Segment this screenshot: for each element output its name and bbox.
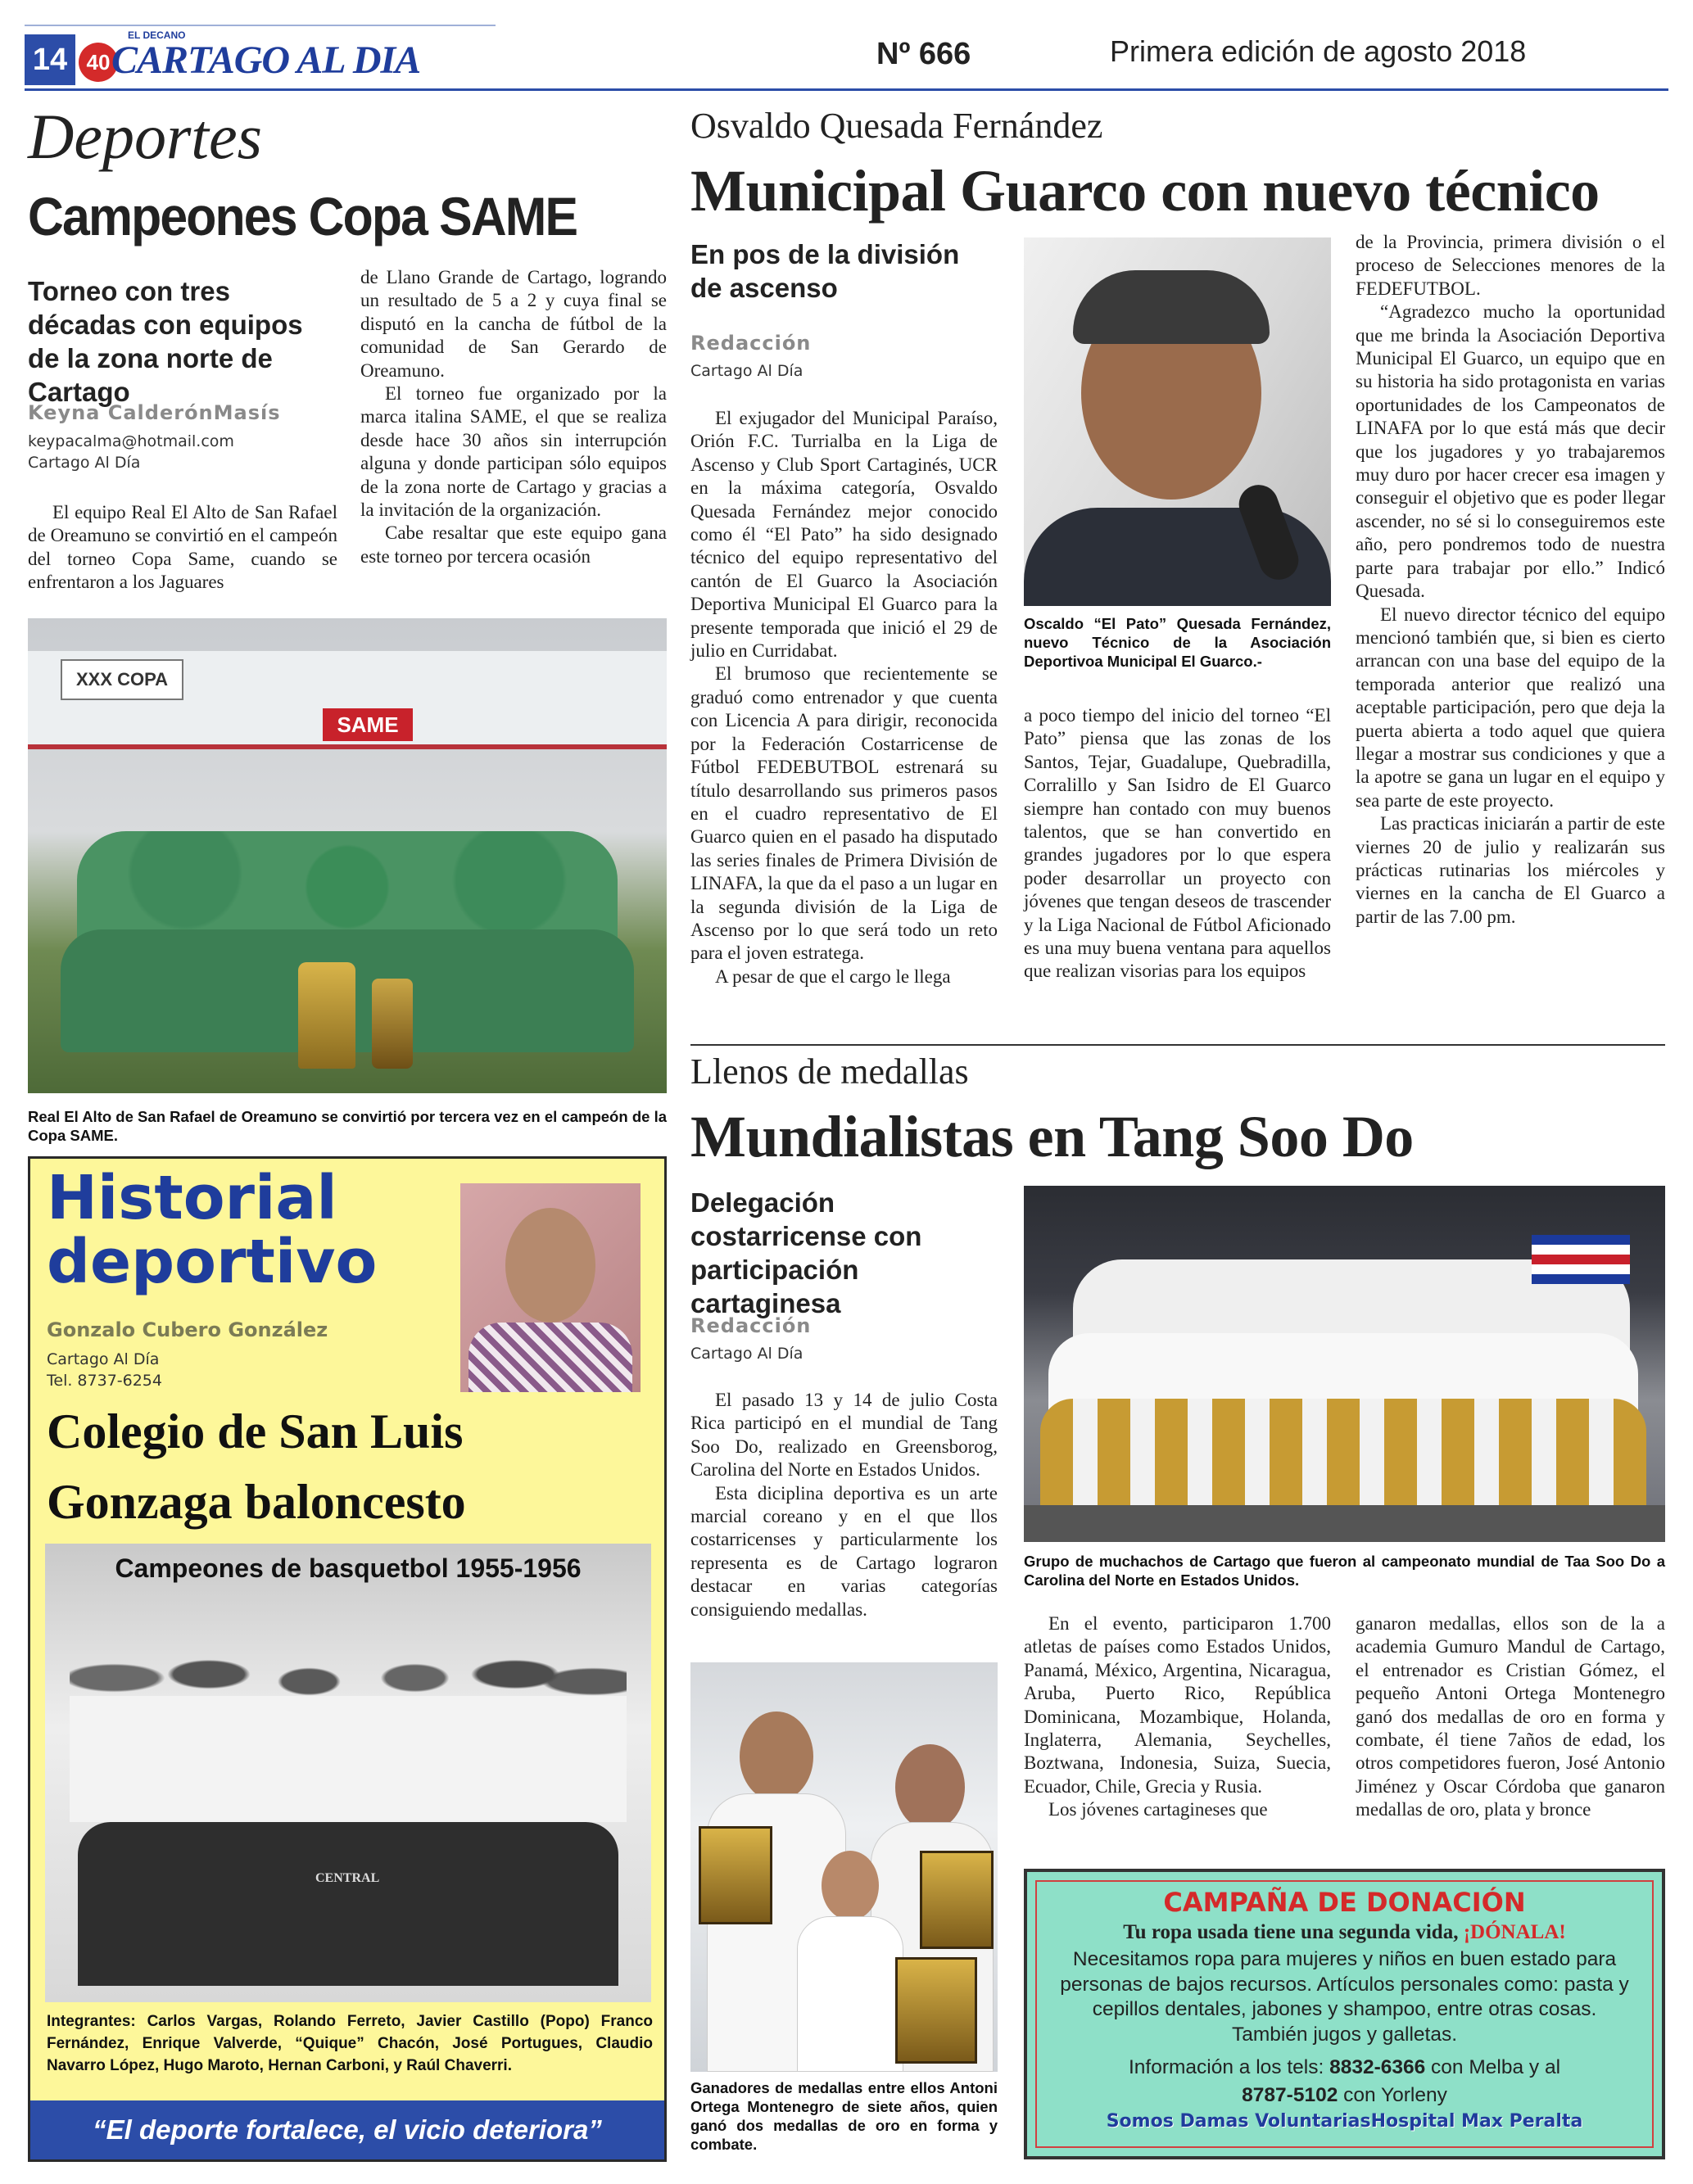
logo-40-badge: 40	[79, 43, 118, 82]
guarco-outlet: Cartago Al Día	[690, 362, 803, 380]
paragraph: “Agradezco mucho la oportunidad que me brinda la Asociación Deportiva Municipal El Guarco, un equipo que en su historia ha sido protagonista en varias oportunidades de los Campeonatos de LINAFA por lo que está más que decir que los jugadores y yo trabajaremos muy duro por hacer crecer esa imagen y conseguir el objetivo que es poder llegar ascender, no sé si lo conseguiremos este año, pero pondremos todo de nuestra parte para trabajar por ello.” Indicó Quesada.	[1356, 301, 1665, 602]
historial-phone: Tel. 8737-6254	[47, 1372, 162, 1390]
author-outlet: Cartago Al Día	[28, 454, 141, 472]
copa-col1	[28, 501, 337, 595]
medal-winners-photo	[690, 1662, 998, 2072]
group-front-row	[1040, 1399, 1646, 1513]
headline-copa-same: Campeones Copa SAME	[28, 186, 577, 246]
paragraph: El nuevo director técnico del equipo mencionó también que, si bien es cierto arrancan con una base del equipo de la temporada anterior que realizó una aceptable participación, pero que deja la puerta abierta a todo aquel que quiera llegar a mostrar sus condiciones y que a la apotre se gana un lugar en el equipo y sea parte de este proyecto.	[1356, 604, 1665, 811]
historial-title-1: Historial	[47, 1163, 337, 1233]
header-rule	[25, 88, 1668, 91]
historial-author: Gonzalo Cubero González	[47, 1318, 328, 1341]
historial-members: Integrantes: Carlos Vargas, Rolando Ferreto, Javier Castillo (Popo) Franco Fernández, Enrique Valverde, “Quique” Chacón, José Portugues, Claudio Navarro López, Hugo Maroto, Hernan Carboni, y Raúl Chaverri.	[47, 2013, 653, 2074]
tang-col2	[1024, 1612, 1331, 1822]
subhead-copa-same: Torneo con tres décadas con equipos de la zona norte de Cartago	[28, 276, 303, 407]
tang-subhead: Delegación costarricense con participación cartaginesa	[690, 1187, 922, 1318]
guarco-kicker: Osvaldo Quesada Fernández	[690, 106, 1103, 146]
copa-col2	[360, 266, 667, 568]
photo-title: Campeones de basquetbol 1955-1956	[115, 1553, 582, 1583]
el-pato-photo	[1024, 237, 1331, 606]
donation-info-c: con Yorleny	[1338, 2084, 1447, 2106]
players-back-row	[70, 1642, 627, 1822]
donation-phone-2: 8787-5102	[1242, 2084, 1338, 2106]
historial-title-2: deportivo	[47, 1227, 378, 1297]
plaque-1	[699, 1826, 772, 1924]
guarco-col1	[690, 407, 998, 988]
tang-col1	[690, 1389, 998, 1621]
winner-1-head	[740, 1711, 813, 1802]
guarco-col3	[1356, 231, 1665, 929]
portrait-head	[505, 1208, 595, 1323]
donation-footer: Somos Damas VoluntariasHospital Max Peralta	[1106, 2111, 1583, 2132]
historial-motto-bar	[30, 2100, 664, 2159]
author-name: Keyna CalderónMasís	[28, 401, 281, 424]
tang-kicker: Llenos de medallas	[690, 1051, 969, 1092]
child-head	[822, 1851, 879, 1920]
portrait-shirt	[469, 1323, 632, 1392]
header-top-rule	[25, 25, 496, 26]
paragraph: Esta diciplina deportiva es un arte marcial coreano y en el que llos costarricenses y particularmente los representa es de Cartago lograron destacar en varias categorías consiguiendo medallas.	[690, 1482, 998, 1620]
paragraph: El brumoso que recientemente se graduó como entrenador y que cuenta con Licencia A para dirigir, reconocida por la Federación Costarricense de Fútbol FEDEBUTBOL estrenará su título desarrollando sus primeros pasos en el cuadro representativo de El Guarco quien en el pasado ha disputado las series finales de Primera División de LINAFA, la que da el paso a un lugar en la segunda división de la Liga de Ascenso por lo que será todo un reto para el joven estratega.	[690, 663, 998, 964]
tang-col3	[1356, 1612, 1665, 1822]
guarco-headline: Municipal Guarco con nuevo técnico	[690, 158, 1600, 224]
caption-el-pato: Oscaldo “El Pato” Quesada Fernández, nuevo Técnico de la Asociación Deportivoa Municipal El Guarco.-	[1024, 615, 1331, 670]
tang-headline: Mundialistas en Tang Soo Do	[690, 1104, 1414, 1169]
historial-box	[28, 1156, 667, 2162]
caption-copa-same: Real El Alto de San Rafael de Oreamuno se convirtió por tercera vez en el campeón de la Copa SAME.	[28, 1108, 667, 1144]
donation-contact	[1043, 2054, 1645, 2109]
issue-number: Nº 666	[876, 37, 971, 71]
historial-author-photo	[460, 1183, 641, 1392]
banner-same-text: SAME	[337, 712, 399, 737]
paragraph: El pasado 13 y 14 de julio Costa Rica participó en el mundial de Tang Soo Do, realizado en Greensborog, Carolina del Norte en Estados Unidos.	[690, 1390, 998, 1481]
historial-outlet: Cartago Al Día	[47, 1350, 160, 1368]
plaque-3	[895, 1957, 977, 2064]
trophy	[298, 962, 355, 1069]
paragraph: Cabe resaltar que este equipo gana este torneo por tercera ocasión	[360, 522, 667, 567]
team-photo-copa-same	[28, 618, 667, 1093]
guarco-author: Redacción	[690, 332, 812, 355]
page-number: 14	[25, 34, 75, 85]
logo-name: CARTAGO AL DIA	[111, 38, 421, 82]
basketball-team-photo	[45, 1544, 651, 2002]
jersey-text: CENTRAL	[315, 1871, 380, 1885]
guarco-subhead: En pos de la división de ascenso	[690, 239, 960, 303]
donation-info-b: con Melba y al	[1425, 2056, 1561, 2078]
tang-group-photo	[1024, 1186, 1665, 1542]
paragraph: En el evento, participaron 1.700 atletas de países como Estados Unidos, Panamá, México, Argentina, Nicaragua, Aruba, Puerto Rico, República Dominicana, Mozambique, Holanda, Inglaterra, Alemania, Seychelles, Boztwana, Indonesia, Suiza, Suecia, Ecuador, Chile, Grecia y Rusia.	[1024, 1613, 1331, 1797]
paragraph: de Llano Grande de Cartago, logrando un resultado de 5 a 2 y cuya final se disputó en la cancha de fútbol de la comunidad de San Gerardo de Oreamuno.	[360, 267, 667, 381]
guarco-col2	[1024, 704, 1331, 983]
child-body	[797, 1916, 903, 2072]
players-front-row	[78, 1822, 618, 1986]
donation-tagline-cta: ¡DÓNALA!	[1463, 1921, 1566, 1943]
masthead-logo	[79, 29, 421, 88]
paragraph: El torneo fue organizado por la marca italina SAME, el que se realiza desde hace 30 años sin interrupción alguna y donde participan sólo equipos de la zona norte de Cartago y gracias a la invitación de la organización.	[360, 383, 667, 521]
edition-date: Primera edición de agosto 2018	[1110, 34, 1527, 68]
historial-motto: “El deporte fortalece, el vicio deteriora”	[93, 2114, 602, 2145]
donation-title: CAMPAÑA DE DONACIÓN	[1163, 1887, 1526, 1918]
caption-tang-group: Grupo de muchachos de Cartago que fueron al campeonato mundial de Taa Soo Do a Carolina del Norte en Estados Unidos.	[1024, 1553, 1665, 1589]
logo-small-text: EL DECANO	[128, 29, 186, 41]
paragraph: Los jóvenes cartagineses que	[1048, 1799, 1268, 1820]
paragraph: El equipo Real El Alto de San Rafael de Oreamuno se convirtió en el campeón del torneo Copa Same, cuando se enfrentaron a los Jaguares	[28, 502, 337, 593]
paragraph: a poco tiempo del inicio del torneo “El Pato” piensa que las zonas de los Santos, Tejar, Guadalupe, Quebradilla, Corralillo y San Isidro de El Guarco siempre han contado con muy buenos talentos, que se han convertido en grandes jugadores por lo que espera poder desarrollar un proyecto con jóvenes que tengan deseos de trascender y la Liga Nacional de Fútbol Aficionado es una muy buena ventana para aquellos que realizan visorias para los equipos	[1024, 705, 1331, 982]
floor	[1024, 1505, 1665, 1542]
paragraph: de la Provincia, primera división o el proceso de Selecciones menores de la FEDEFUTBOL.	[1356, 232, 1665, 299]
flag	[1532, 1235, 1630, 1284]
tang-outlet: Cartago Al Día	[690, 1345, 803, 1363]
section-divider	[690, 1044, 1665, 1046]
pato-cap	[1073, 270, 1270, 344]
donation-text: Necesitamos ropa para mujeres y niños en buen estado para personas de bajos recursos. Artículos personales como: pasta y cepillos dentales, jabones y shampoo, entre otras cosas. También jugos y galletas.	[1060, 1948, 1629, 2046]
banner-copa-text: XXX COPA	[75, 669, 169, 690]
trophy-2	[372, 979, 413, 1069]
donation-ad	[1024, 1869, 1665, 2159]
donation-tagline-text: Tu ropa usada tiene una segunda vida,	[1123, 1921, 1464, 1943]
caption-medal-winners: Ganadores de medallas entre ellos Antoni Ortega Montenegro de siete años, quien ganó dos medallas de oro en forma y combate.	[690, 2079, 998, 2153]
banner-same	[323, 708, 413, 741]
author-email: keypacalma@hotmail.com	[28, 432, 234, 450]
paragraph: Las practicas iniciarán a partir de este viernes 20 de julio y realizarán sus prácticas rutinarias los miércoles y viernes en la cancha de El Guarco a partir de las 7.00 pm.	[1356, 813, 1665, 927]
winner-2-head	[895, 1744, 965, 1830]
plaque-2	[920, 1851, 994, 1949]
paragraph: A pesar de que el cargo le llega	[715, 965, 951, 987]
donation-phone-1: 8832-6366	[1329, 2056, 1426, 2078]
paragraph: El exjugador del Municipal Paraíso, Orión F.C. Turrialba en la Liga de Ascenso y Club Sport Cartaginés, UCR en la máxima categoría, Osvaldo Quesada Fernández mejor conocido como él “El Pato” ha sido designado técnico del equipo representativo del cantón de El Guarco la Asociación Deportiva Municipal El Guarco para la presente temporada que inició el 29 de julio en Curridabat.	[690, 408, 998, 662]
donation-info-a: Información a los tels:	[1128, 2056, 1330, 2078]
paragraph: ganaron medallas, ellos son de la a academia Gumuro Mandul de Cartago, el entrenador es Cristian Gómez, el pequeño Antoni Ortega Montenegro ganó dos medallas de oro en forma y combate, él tiene 7años de edad, los otros competidores fueron, José Antonio Jiménez y Oscar Córdoba que ganaron medallas de oro, plata y bronce	[1356, 1613, 1665, 1820]
historial-headline: Colegio de San Luis Gonzaga baloncesto	[47, 1404, 466, 1529]
tang-author: Redacción	[690, 1314, 812, 1337]
section-label: Deportes	[28, 101, 262, 172]
donation-tagline	[1027, 1921, 1662, 1944]
banner-copa	[61, 659, 183, 700]
